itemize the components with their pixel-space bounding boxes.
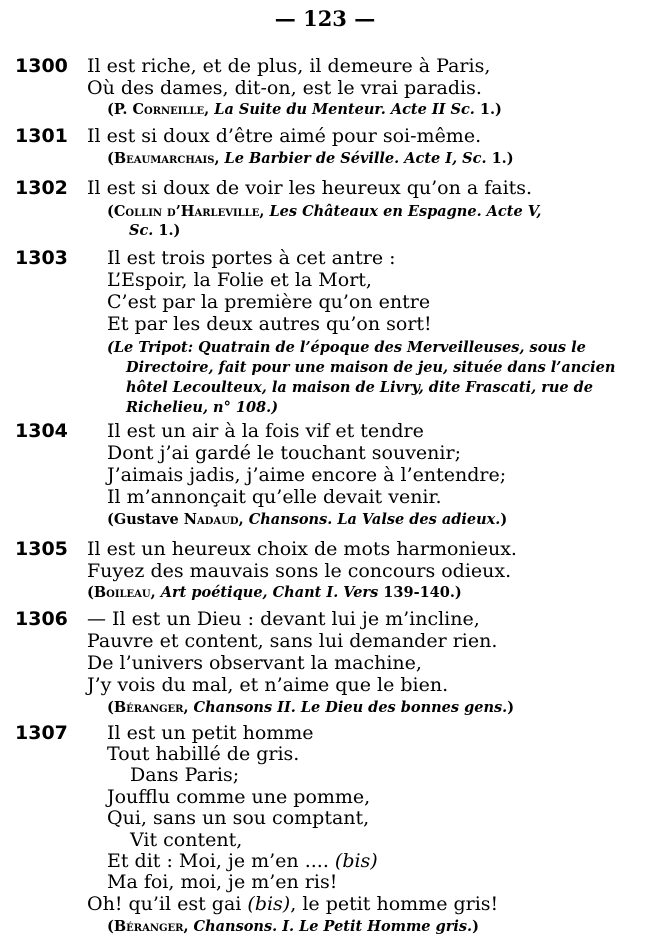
verse-line: C’est par la première qu’on entre [107, 291, 431, 313]
source-citation: (P. Corneille, La Suite du Menteur. Acte II Sc. 1.) [107, 101, 502, 118]
verse-line: J’y vois du mal, et n’aime que le bien. [87, 674, 449, 696]
verse-line: Où des dames, dit-on, est le vrai paradis. [87, 77, 482, 99]
verse-line: Et par les deux autres qu’on sort! [107, 313, 432, 335]
verse-line: Il est un air à la fois vif et tendre [107, 420, 424, 442]
verse-line: Qui, sans un sou comptant, [107, 807, 370, 829]
source-citation: (Béranger, Chansons II. Le Dieu des bonnes gens.) [107, 699, 515, 716]
author: Beaumarchais [113, 150, 215, 167]
entry-number: 1301 [15, 125, 68, 147]
verse-line: Il est trois portes à cet antre : [107, 247, 396, 269]
author: Béranger [113, 699, 184, 716]
verse-line: Joufflu comme une pomme, [107, 786, 371, 808]
verse-line: Tout habillé de gris. [107, 743, 300, 765]
verse-line: J’aimais jadis, j’aime encore à l’entendre; [107, 464, 507, 486]
verse-line: Il est un petit homme [107, 722, 314, 744]
entry-number: 1300 [15, 55, 68, 77]
verse-line: Il est un heureux choix de mots harmonieux. [87, 538, 517, 560]
work-title: La Suite du Menteur. Acte II Sc. [214, 101, 475, 118]
verse-line: Dont j’ai gardé le touchant souvenir; [107, 442, 461, 464]
source-citation: (Gustave Nadaud, Chansons. La Valse des adieux.) [107, 511, 508, 528]
author: Nadaud [183, 511, 239, 528]
note-line: hôtel Lecoulteux, la maison de Livry, dite Frascati, rue de [126, 379, 594, 396]
verse-line: — Il est un Dieu : devant lui je m’incline, [87, 608, 480, 630]
work-title: Art poétique, Chant I. Vers [160, 584, 379, 601]
note-line: Directoire, fait pour une maison de jeu, située dans l’ancien [126, 359, 616, 376]
verse-line: Il m’annonçait qu’elle devait venir. [107, 486, 442, 508]
verse-line: Dans Paris; [130, 764, 240, 786]
work-title: Les Châteaux en Espagne. Acte V, [269, 203, 542, 220]
source-citation: (Boileau, Art poétique, Chant I. Vers 139-140.) [87, 584, 462, 601]
note-line: (Le Tripot: Quatrain de l’époque des Merveilleuses, sous le [107, 339, 586, 356]
bis-mark: (bis) [334, 850, 378, 872]
verse-line: Il est riche, et de plus, il demeure à Paris, [87, 55, 491, 77]
source-citation-cont: Sc. 1.) [129, 222, 181, 239]
author: Corneille [132, 101, 205, 118]
author: Boileau [93, 584, 151, 601]
entry-number: 1305 [15, 538, 68, 560]
verse-line: Fuyez des mauvais sons le concours odieux. [87, 560, 512, 582]
entry-number: 1306 [15, 608, 68, 630]
entry-number: 1303 [15, 247, 68, 269]
author: Collin d’Harleville [113, 203, 260, 220]
entry-number: 1304 [15, 420, 68, 442]
verse-line: Il est si doux d’être aimé pour soi-même. [87, 125, 482, 147]
author: Béranger [113, 918, 184, 935]
work-title: Le Barbier de Séville. Acte I, Sc. [224, 150, 487, 167]
bis-mark: (bis) [247, 893, 291, 915]
source-citation: (Beaumarchais, Le Barbier de Séville. Acte I, Sc. 1.) [107, 150, 514, 167]
work-title: Chansons. I. Le Petit Homme gris. [193, 918, 473, 935]
verse-line: Il est si doux de voir les heureux qu’on a faits. [87, 177, 533, 199]
entry-number: 1307 [15, 722, 68, 744]
verse-line: De l’univers observant la machine, [87, 652, 422, 674]
verse-line: L’Espoir, la Folie et la Mort, [107, 269, 372, 291]
note-line: Richelieu, n° 108.) [126, 399, 279, 416]
work-title: Chansons. La Valse des adieux. [248, 511, 501, 528]
entry-number: 1302 [15, 177, 68, 199]
verse-line: Ma foi, moi, je m’en ris! [107, 871, 338, 893]
work-title: Chansons II. Le Dieu des bonnes gens. [193, 699, 508, 716]
verse-line: Vit content, [130, 829, 243, 851]
verse-line: Et dit : Moi, je m’en .... (bis) [107, 850, 378, 872]
source-citation: (Béranger, Chansons. I. Le Petit Homme gris.) [107, 918, 479, 935]
verse-line: Oh! qu’il est gai (bis), le petit homme gris! [87, 893, 499, 915]
verse-line: Pauvre et content, sans lui demander rien. [87, 630, 498, 652]
page-number: — 123 — [274, 6, 376, 31]
source-citation: (Collin d’Harleville, Les Châteaux en Espagne. Acte V, [107, 203, 542, 220]
